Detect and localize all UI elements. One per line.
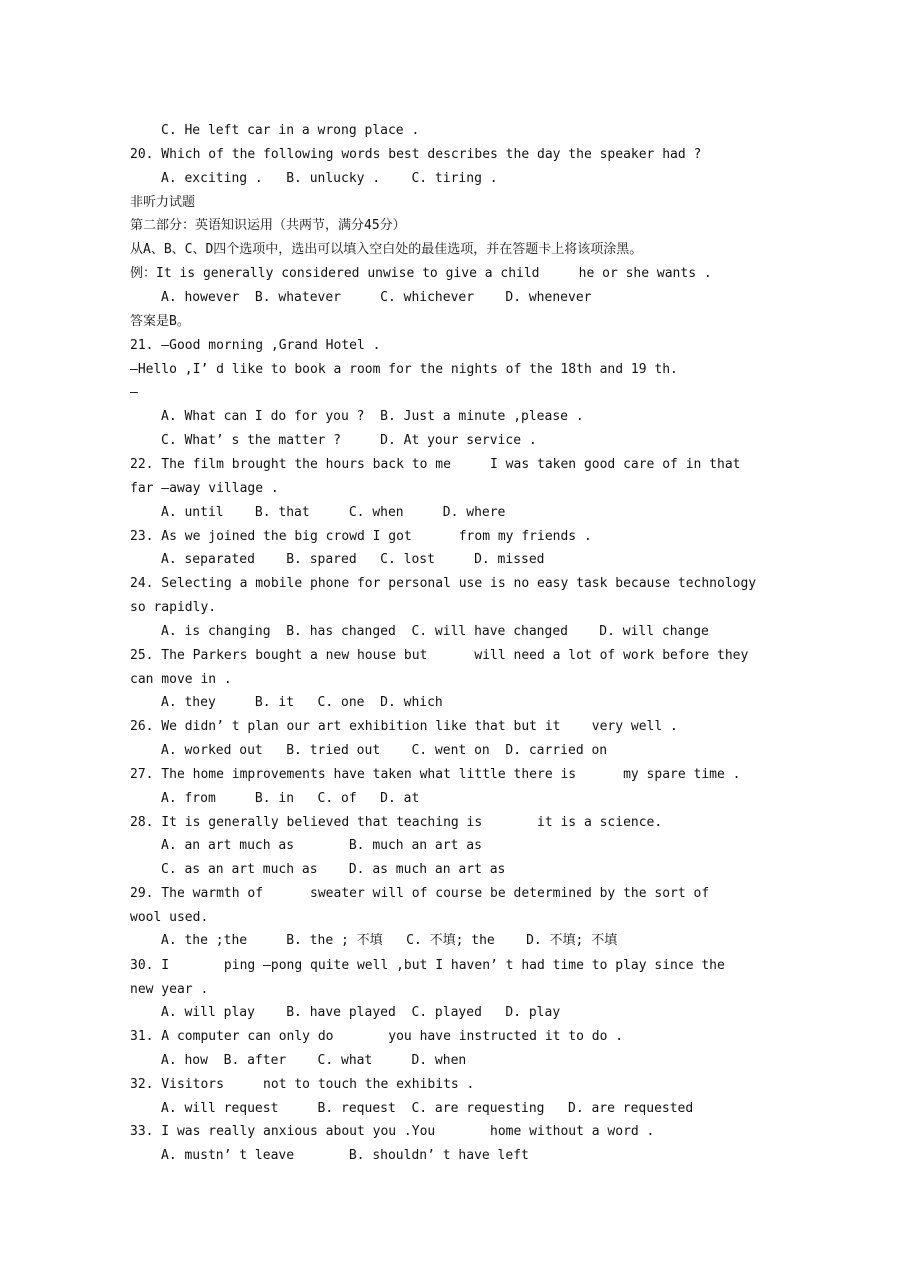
question-line: far –away village . bbox=[130, 481, 279, 496]
option-line: C. as an art much as D. as much an art as bbox=[161, 862, 506, 877]
question-line: 29. The warmth of sweater will of course be determined by the sort of bbox=[130, 886, 710, 901]
question-line: 27. The home improvements have taken what little there is my spare time . bbox=[130, 767, 741, 782]
question-line: 28. It is generally believed that teaching is it is a science. bbox=[130, 815, 663, 830]
option-line: A. separated B. spared C. lost D. missed bbox=[161, 552, 545, 567]
option-line: A. will request B. request C. are requesting D. are requested bbox=[161, 1101, 694, 1116]
option-line: A. they B. it C. one D. which bbox=[161, 695, 443, 710]
option-line: A. worked out B. tried out C. went on D. carried on bbox=[161, 743, 608, 758]
option-line: A. however B. whatever C. whichever D. whenever bbox=[161, 290, 592, 305]
question-line: new year . bbox=[130, 982, 209, 997]
option-line: C. He left car in a wrong place . bbox=[161, 123, 420, 138]
option-line: A. is changing B. has changed C. will have changed D. will change bbox=[161, 624, 709, 639]
option-line: A. exciting . B. unlucky . C. tiring . bbox=[161, 171, 498, 186]
question-line: 21. —Good morning ,Grand Hotel . bbox=[130, 338, 381, 353]
question-line: 20. Which of the following words best describes the day the speaker had ? bbox=[130, 147, 702, 162]
option-line: A. mustn’ t leave B. shouldn’ t have left bbox=[161, 1148, 529, 1163]
question-line: 30. I ping —pong quite well ,but I haven’ t had time to play since the bbox=[130, 958, 725, 973]
question-line: 26. We didn’ t plan our art exhibition like that but it very well . bbox=[130, 719, 678, 734]
question-line: so rapidly. bbox=[130, 600, 217, 615]
question-line: 25. The Parkers bought a new house but will need a lot of work before they bbox=[130, 648, 749, 663]
question-line: 22. The film brought the hours back to me I was taken good care of in that bbox=[130, 457, 741, 472]
question-line: —Hello ,I’ d like to book a room for the nights of the 18th and 19 th. bbox=[130, 362, 678, 377]
instructions: 从A、B、C、D四个选项中，选出可以填入空白处的最佳选项，并在答题卡上将该项涂黑。 bbox=[130, 242, 643, 257]
question-line: 23. As we joined the big crowd I got from my friends . bbox=[130, 529, 592, 544]
option-line: C. What’ s the matter ? D. At your service . bbox=[161, 433, 537, 448]
question-line: can move in . bbox=[130, 672, 232, 687]
question-line: — bbox=[130, 385, 138, 400]
option-line: A. how B. after C. what D. when bbox=[161, 1053, 467, 1068]
option-line: A. What can I do for you ? B. Just a minute ,please . bbox=[161, 409, 584, 424]
question-line: 33. I was really anxious about you .You home without a word . bbox=[130, 1124, 655, 1139]
option-line: A. from B. in C. of D. at bbox=[161, 791, 420, 806]
section-heading: 非听力试题 bbox=[130, 195, 196, 210]
example-answer: 答案是B。 bbox=[130, 314, 190, 329]
question-line: 24. Selecting a mobile phone for personal use is no easy task because technology bbox=[130, 576, 757, 591]
example-question: 例：It is generally considered unwise to give a child he or she wants . bbox=[130, 266, 712, 281]
question-line: wool used. bbox=[130, 910, 209, 925]
option-line: A. until B. that C. when D. where bbox=[161, 505, 506, 520]
option-line: A. will play B. have played C. played D. play bbox=[161, 1005, 561, 1020]
question-line: 31. A computer can only do you have instructed it to do . bbox=[130, 1029, 624, 1044]
option-line: A. an art much as B. much an art as bbox=[161, 838, 482, 853]
option-line: A. the ;the B. the ; 不填 C. 不填; the D. 不填; 不填 bbox=[161, 933, 618, 948]
question-line: 32. Visitors not to touch the exhibits . bbox=[130, 1077, 475, 1092]
section-heading: 第二部分：英语知识运用（共两节，满分45分） bbox=[130, 218, 406, 233]
